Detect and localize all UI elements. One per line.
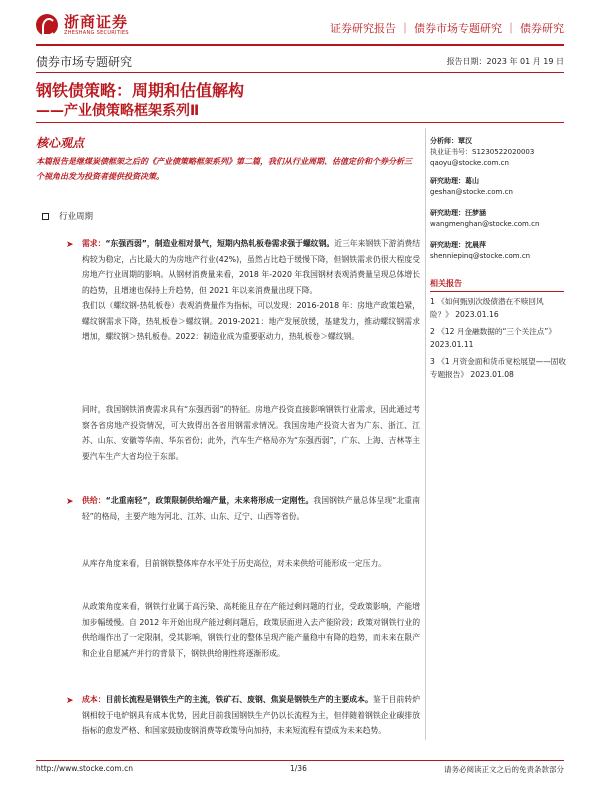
- footer-rule: [36, 760, 564, 761]
- footer-url[interactable]: http://www.stocke.com.cn: [36, 764, 133, 773]
- core-summary: 本篇报告是继煤炭债框架之后的《产业债策略框架系列》第二篇，我们从行业周期、估值定价和个券分析三个视角出发为投资者提供投资决策。: [36, 157, 412, 181]
- demand-lead: “东强西弱”，制造业相对景气，短期内热轧板卷需求强于螺纹钢。: [105, 239, 335, 248]
- arrow-bullet-icon: ➤: [66, 696, 74, 706]
- assistant-label: 研究助理：: [430, 241, 465, 249]
- core-heading: 核心观点: [36, 136, 85, 150]
- assistant-email: geshan@stocke.com.cn: [430, 188, 513, 196]
- assistant-block-2: [430, 208, 570, 230]
- supply-lead: “北重南轻”，政策限制供给端产量，未来将形成一定刚性。: [105, 496, 314, 505]
- report-title: 钢铁债策略：周期和估值解构: [36, 81, 245, 100]
- square-bullet-icon: [42, 213, 49, 220]
- supply-paragraph: [82, 493, 420, 524]
- demand-body: 近三年来钢铁下游消费结构较为稳定，占比最大的为房地产行业(42%)，虽然占比趋于缓慢下降，但钢铁需求仍很大程度受房地产行业周期的影响。从钢材消费量来看，2018 年-2020 年我国钢材表观消费量呈现总体增长的趋势，且增速也保持上升趋势，但 2021 年以来消费量出现下降。: [82, 239, 421, 295]
- cost-paragraph: [82, 692, 420, 739]
- assistant-block-1: [430, 176, 570, 198]
- cost-body: 鉴于目前转炉钢相较于电炉钢具有成本优势，因此目前我国钢铁生产仍以长流程为主，但伴随着钢铁企业碳排放指标的愈发严格、和国家鼓励废钢消费等政策导向加持，未来短流程有望成为未来趋势。: [82, 695, 421, 736]
- title-rule: [36, 72, 564, 73]
- related-report-link[interactable]: 2 《12 月金融数据的“三个关注点”》 2023.01.11: [430, 327, 556, 349]
- inventory-paragraph: 从库存角度来看，目前钢铁整体库存水平处于历史高位，对未来供给可能形成一定压力。: [82, 559, 387, 568]
- related-reports-title: 相关报告: [430, 279, 462, 288]
- supply-label: 供给：: [82, 496, 106, 505]
- arrow-bullet-icon: ➤: [66, 240, 74, 250]
- cost-lead: 目前长流程是钢铁生产的主流，铁矿石、废钢、焦炭是钢铁生产的主要成本。: [105, 695, 373, 704]
- section-title: 行业周期: [59, 212, 94, 222]
- report-subtitle: ——产业债策略框架系列Ⅱ: [36, 103, 200, 119]
- report-date: 报告日期：2023 年 01 月 19 日: [446, 57, 564, 66]
- assistant-email: wangmenghan@stocke.com.cn: [430, 220, 540, 228]
- logo-icon: [36, 14, 58, 36]
- analyst-cert: 执业证书号：S1230522020003: [430, 148, 535, 156]
- subtitle-rule: [36, 122, 564, 123]
- east-west-paragraph: 同时，我国钢铁消费需求具有“东强西弱”的特征。房地产投资直接影响钢铁行业需求，因此通过考察各省房地产投资情况，可大致得出各省用钢需求情况。我国房地产投资大省为广东、浙江、江苏、山东、安徽等华南、华东省份；此外，汽车生产格局亦为“东强西弱”，广东、上海、吉林等主要汽车生产大省均位于东部。: [82, 405, 420, 461]
- page-number: 1/36: [290, 764, 307, 773]
- sidebar-divider: [425, 128, 426, 740]
- analyst-block: [430, 136, 570, 169]
- analyst-email: qaoyu@stocke.com.cn: [430, 159, 509, 167]
- header-rule: [36, 44, 564, 46]
- related-report-link[interactable]: 1 《如何甄别次级债潜在不赎回风险？》 2023.01.16: [430, 297, 544, 319]
- section-heading: [42, 210, 93, 222]
- logo-en: ZHESHANG SECURITIES: [64, 30, 129, 36]
- logo-cn: 浙商证券: [64, 13, 129, 31]
- assistant-email: shenniepinq@stocke.com.cn: [430, 252, 531, 260]
- report-type: 债券市场专题研究: [36, 55, 133, 69]
- cost-label: 成本：: [82, 695, 106, 704]
- demand-paragraph: [82, 236, 420, 298]
- policy-paragraph: 从政策角度来看，钢铁行业属于高污染、高耗能且存在产能过剩问题的行业，受政策影响，产能增加步幅缓慢。自 2012 年开始出现产能过剩问题后，政策层面进入去产能阶段；政策对钢铁行业的供给端作出了一定限制，受其影响，钢铁行业的整体呈现产能产量稳中有降的趋势，而未来在限产和企业自愿减产并行的背景下，钢铁供给刚性将逐渐形成。: [82, 602, 420, 658]
- header-nav: 证券研究报告 ｜ 债券市场专题研究 ｜ 债券研究: [330, 22, 564, 35]
- demand-label: 需求：: [82, 239, 106, 248]
- assistant-block-3: [430, 240, 570, 262]
- assistant-label: 研究助理：: [430, 209, 465, 217]
- analyst-label: 分析师：: [430, 137, 458, 145]
- arrow-bullet-icon: ➤: [66, 497, 74, 507]
- assistant-name: 汪梦涵: [465, 209, 486, 217]
- footer-disclaimer: 请务必阅读正文之后的免责条款部分: [444, 765, 564, 774]
- supply-body: 我国钢铁产量总体呈现“北重南轻”的格局，主要产地为河北、江苏、山东、辽宁、山西等省份。: [82, 496, 420, 521]
- related-rule: [430, 291, 564, 292]
- related-report-link[interactable]: 3 《1 月资金面和货币宽松展望——固收专题报告》 2023.01.08: [430, 357, 566, 379]
- analyst-name: 覃汉: [458, 137, 472, 145]
- assistant-name: 沈晨萍: [465, 241, 486, 249]
- assistant-name: 葛山: [465, 177, 479, 185]
- company-logo: [36, 14, 129, 36]
- assistant-label: 研究助理：: [430, 177, 465, 185]
- consumption-paragraph: 我们以（螺纹钢-热轧板卷）表观消费量作为指标，可以发现：2016-2018 年：房地产政策趋紧，螺纹钢需求下降，热轧板卷＞螺纹钢。2019-2021：地产发展放缓，基建发力，推动螺纹钢需求增加，螺纹钢＞热轧板卷。2022：制造业成为重要驱动力，热轧板卷＞螺纹钢。: [82, 301, 420, 342]
